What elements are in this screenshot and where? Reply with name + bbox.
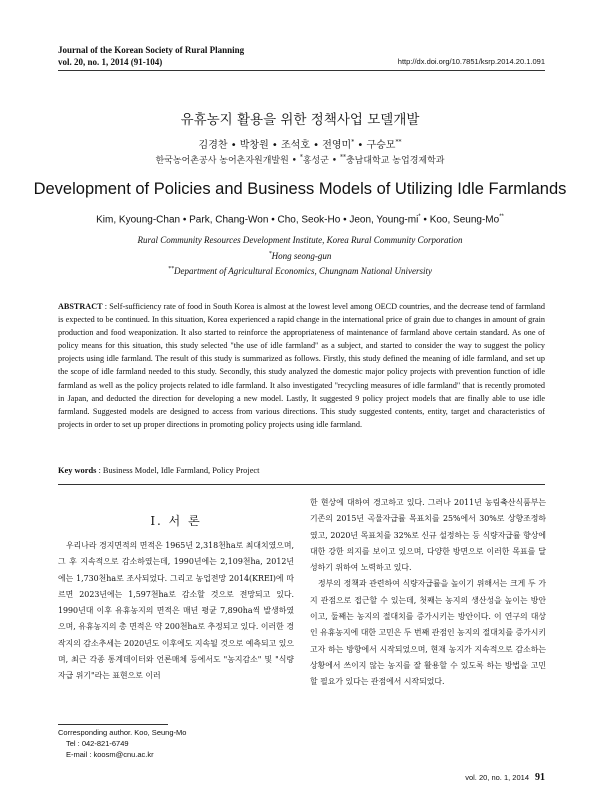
english-affiliation-1: Rural Community Resources Development Institute, Korea Rural Community Corporation <box>137 235 463 245</box>
doi-link[interactable]: http://dx.doi.org/10.7851/ksrp.2014.20.1.091 <box>397 57 545 66</box>
journal-name: Journal of the Korean Society of Rural Planning <box>58 45 245 55</box>
footnote-author: Corresponding author. Koo, Seung-Mo <box>58 728 187 737</box>
abstract-text: Self-sufficiency rate of food in South Korea is almost at the lowest level among OECD countries, and the decrease tend of farmland is expected to be continued. In this situation, Korea experienced a rapid change in the international price of grain due to changes in amount of grain production and food weaponization. It also started to reinforce the appropriateness of maintenance of farmland above certain standard. As one of policy means for this situation, this study selected "the use of idle farmland" as a subject, and started to consider the way to suggest the policy projects using idle farmland. The result of this study is summarized as follows. Firstly, this study defined the meaning of idle farmland, and set up the scope of idle farmland needed to this study. Secondly, this study analyzed the domestic major policy projects with prevention function of idle farmland as well as the policy projects related to idle farmland. It also investigated "recycling measures of idle farmland" that is recently promoted in Japan, and deducted the direction for developing a new model. Lastly, It suggested 9 policy project models that are finally able to use idle farmland. Suggested models are designed to access from various directions. This study suggested contents, entity, target and characteristics of projects in order to set up proper directions in promoting policy projects using idle farmland. <box>58 302 545 429</box>
english-affiliation-3: **Department of Agricultural Economics, Chungnam National University <box>167 266 433 276</box>
page-number: 91 <box>535 772 545 783</box>
abstract-label: ABSTRACT <box>58 302 103 311</box>
section-title: I. 서 론 <box>150 514 202 528</box>
keywords-label: Key words <box>58 466 97 475</box>
body-paragraph: 한 현상에 대하여 경고하고 있다. 그러나 2011년 농림축산식품부는 기존의 2015년 곡물자급률 목표치를 25%에서 30%로 상향조정하였고, 2020년 목표치를 32%로 신규 설정하는 등 식량자급률 향상에 대한 강한 의지를 보이고 있으며, 다양한 방면으로 이러한 목표를 달성하기 위하여 노력하고 있다. <box>310 498 546 573</box>
english-authors: Kim, Kyoung-Chan • Park, Chang-Won • Cho, Seok-Ho • Jeon, Young-mi* • Koo, Seung-Mo** <box>96 214 504 226</box>
footnote-email: E-mail : koosm@cnu.ac.kr <box>66 750 154 759</box>
keywords-text: Business Model, Idle Farmland, Policy Project <box>102 466 260 475</box>
korean-affiliations: 한국농어촌공사 농어촌자원개발원 • *홍성군 • **충남대학교 농업경제학과 <box>155 154 445 166</box>
footnote-rule <box>58 724 168 725</box>
korean-title: 유휴농지 활용을 위한 정책사업 모델개발 <box>180 112 420 128</box>
header-rule <box>58 70 545 71</box>
keywords-rule <box>58 484 545 485</box>
english-title: Development of Policies and Business Models of Utilizing Idle Farmlands <box>33 180 567 198</box>
page-footer <box>465 772 545 783</box>
english-affiliation-2: *Hong seong-gun <box>268 251 332 261</box>
volume-info: vol. 20, no. 1, 2014 (91-104) <box>58 57 163 67</box>
corresponding-author-footnote <box>58 727 186 760</box>
body-paragraph: 우리나라 경지면적의 면적은 1965년 2,318천ha로 최대치였으며, 그 후 지속적으로 감소하였는데, 1990년에는 2,109천ha, 2012년에는 1,730천ha로 조사되었다. 그리고 농업전망 2014(KREI)에 따르면 2023년에는 1,597천ha로 감소할 것으로 전망되고 있다. 1990년대 이후 유휴농지의 면적은 매년 평균 7,890ha씩 발생하였으며, 유휴농지의 총 면적은 약 200천ha로 추정되고 있다. 이러한 경작지의 감소추세는 2020년도 이후에도 지속될 것으로 예측되고 있으며, 최근 각종 통계데이터와 언론매체 등에서도 "농지감소" 및 "식량자급 위기"라는 표현으로 이러 <box>58 541 294 681</box>
body-paragraph: 정부의 정책과 관련하여 식량자급률을 높이기 위해서는 크게 두 가지 관점으로 접근할 수 있는데, 첫째는 농지의 생산성을 높이는 방안이고, 둘째는 농지의 절대치를 증가시키는 방안이다. 이 연구의 대상인 유휴농지에 대한 고민은 두 번째 관점인 농지의 절대치를 증가시키고자 하는 방향에서 시작되었으며, 현재 농지가 지속적으로 감소하는 상황에서 쓰이지 않는 농지를 잘 활용할 수 있도록 하는 방법을 고민할 필요가 있다는 관점에서 시작되었다. <box>310 579 547 687</box>
footnote-tel: Tel : 042-821-6749 <box>66 739 129 748</box>
korean-authors: 김경찬 • 박창원 • 조석호 • 전영미* • 구승모** <box>198 138 402 151</box>
abstract: ABSTRACT : Self-sufficiency rate of food in South Korea is almost at the lowest level among OECD countries, and the decrease tend of farmland is expected to be continued. In this situation, Korea experienced a rapid change in the international price of grain due to changes in amount of grain production and food weaponization. It also started to reinforce the appropriateness of maintenance of farmland above certain standard. As one of policy means for this situation, this study selected "the use of idle farmland" as a subject, and started to consider the way to suggest the policy projects using idle farmland. The result of this study is summarized as follows. Firstly, this study defined the meaning of idle farmland, and set up the scope of idle farmland needed to this study. Secondly, this study analyzed the domestic major policy projects with prevention function of idle farmland as well as the policy projects related to idle farmland. It also investigated "recycling measures of idle farmland" that is recently promoted in Japan, and deducted the direction for developing a new model. Lastly, It suggested 9 policy project models that are finally able to use idle farmland. Suggested models are designed to access from various directions. This study suggested contents, entity, target and characteristics of projects in order to set up proper directions in promoting policy projects using idle farmland. <box>58 302 545 429</box>
keywords: Key words : Business Model, Idle Farmland, Policy Project <box>58 466 260 475</box>
footer-volume: vol. 20, no. 1, 2014 <box>465 773 529 782</box>
journal-header <box>58 44 244 68</box>
body-column-right <box>310 495 546 691</box>
body-column-left <box>58 538 294 685</box>
